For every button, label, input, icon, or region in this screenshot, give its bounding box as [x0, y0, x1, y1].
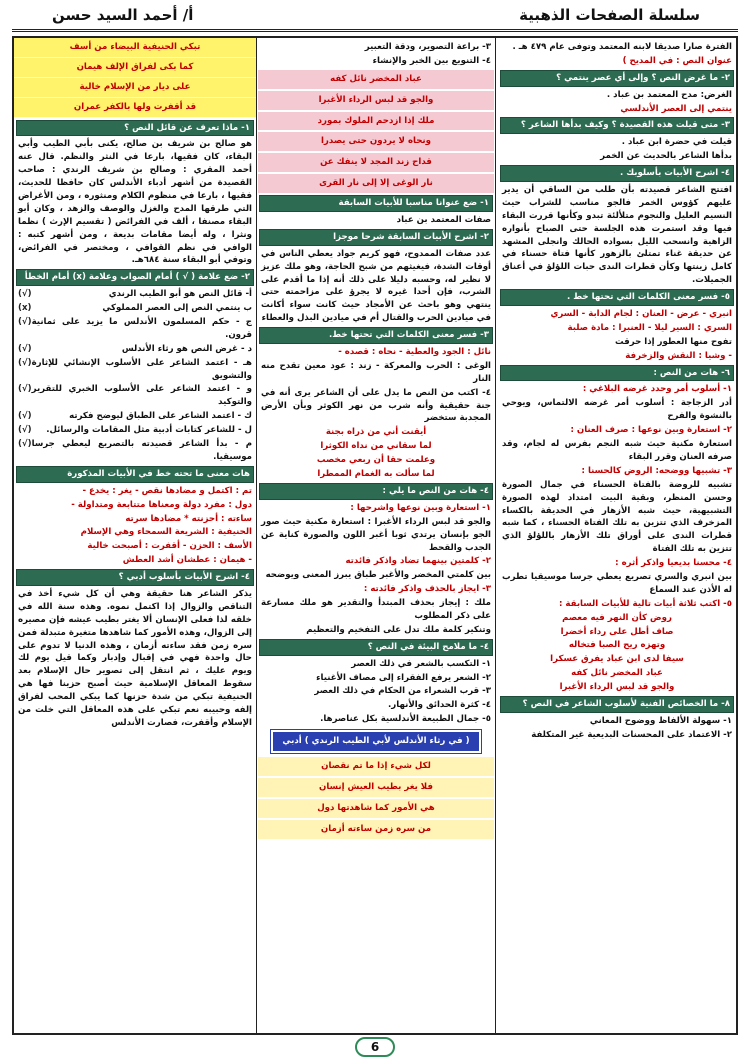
text-line	[18, 438, 252, 464]
text-line: لما سقاني من نداه الكوثرا	[320, 441, 432, 452]
text-line: سيفا لدى ابن عباد يفرق عسكرا	[550, 654, 684, 665]
question-heading: ١- ماذا تعرف عن قائل النص ؟	[16, 120, 254, 137]
text-line: قد أقفرت ولها بالكفر عمران	[14, 98, 256, 117]
statement-text: هـ - اعتمد الشاعر على الأسلوب الإنشائي للإثارة والتشويق	[31, 357, 252, 381]
statement-text: و - اعتمد الشاعر على الأسلوب الخبري للتقرير والتوكيد	[31, 384, 252, 408]
text-line: الوغى : الحرب والمعركة - زند : عود معين تقدح منه النار	[261, 360, 491, 384]
text-line: تبكي الحنيفية البيضاء من أسف	[14, 38, 256, 57]
text-line: ( في رثاء الأندلس لأبي الطيب الرندي ) أدبي	[271, 730, 481, 753]
question-heading: ٤- هات من النص ما يلي :	[259, 483, 493, 500]
text-line: ١- استعارة وبين نوعها واشرحها :	[350, 502, 491, 513]
answer-mark: (√)	[18, 357, 32, 368]
text-line: أدر الزجاجة : أسلوب أمر غرضه الالتماس، ويوحي بالنشوة والفرح	[502, 398, 732, 422]
text-line: ونحاه لا يردون حتى يصدرا	[258, 132, 494, 151]
text-line: الغرض: مدح المعتمد بن عباد .	[606, 89, 732, 100]
text-line: فلا يغر بطيب العيش إنسان	[258, 778, 494, 797]
text-line: ٥- اكتب ثلاثة أبيات تالية للأبيات السابقة :	[559, 598, 732, 609]
text-line: كما بكى لفراق الإلف هيمان	[14, 58, 256, 77]
text-line: عباد المخضر نائل كفه	[258, 70, 494, 89]
text-line: لما سألت به الغمام الممطرا	[317, 469, 435, 480]
text-line: روض كأن النهر فيه معصم	[562, 612, 672, 623]
text-line: وتهزه ريح الصبا فتخاله	[568, 640, 666, 651]
text-line: انبري - عرض - العنان : لجام الدابة - السري	[550, 309, 732, 320]
text-line: ٣- قرب الشعراء من الحكام في ذلك العصر	[314, 686, 491, 697]
statement-text: م - بدأ الشاعر قصيدته بالتصريع ليعطي جرسا موسيقيا.	[31, 439, 252, 462]
text-line: - وشيا : النقش والزخرفة	[625, 350, 732, 361]
text-line: والجو قد لبس الرداء الأغبرا : استعارة مكنية حيث صور الجو بإنسان يرتدي ثوبا أغبر اللون والصورة كناية عن الجدب والقحط	[261, 516, 491, 553]
column-left	[14, 38, 256, 1033]
author-name: أ/ أحمد السيد حسن	[52, 6, 194, 24]
text-line: استعارة مكنية حيث شبه النجم بفرس له لجام، وقد صرفه العنان وقرر البقاء	[502, 439, 732, 462]
text-line: ٢- استعارة وبين نوعها : صرف العنان :	[570, 425, 732, 436]
answer-mark: (√)	[18, 343, 32, 354]
text-line: وعلمت حقا أن ربعي مخصب	[316, 455, 436, 466]
text-line: قيلت في حضرة ابن عباد .	[621, 137, 732, 148]
text-line	[18, 383, 252, 409]
text-line: عباد المخضر نائل كفه	[571, 668, 663, 679]
question-heading: ٦- هات من النص :	[500, 365, 734, 382]
text-line: عدد صفات الممدوح، فهو كريم جواد يعطي الناس في أوقات الشدة، فيغيثهم من شبح الحاجة، وهو ملك عزيز لا نظير له، وحسبه دليلا على ذلك أنه إذا ما أقدم على الشرب، فإن أحدا غيره لا يجرؤ على مزاحمته حتى ينتهي وهو باحث عن الأمجاد حيث كانت سواء أكانت في ميادين الحرب والقتال أم في ميادين البذل والعطاء	[261, 248, 491, 324]
text-line: الفترة صارا صديقا لابنه المعتمد وتوفى عام ٤٧٩ هـ .	[512, 42, 732, 52]
text-line: نائل : الجود والعطية - نحاه : قصده -	[338, 347, 491, 358]
question-heading: ٨- ما الخصائص الفنية لأسلوب الشاعر في النص ؟	[500, 696, 734, 713]
text-line: بين كلمتي المخضر والأغبر طباق يبرز المعنى ويوضحه	[265, 570, 491, 581]
text-line: ٤- محسنا بديعيا واذكر أثره :	[615, 558, 732, 569]
text-line: يذكر الشاعر هنا حقيقة وهي أن كل شيء أخذ في التناقص والزوال إذا اكتمل نموه. وهذه سنة الله في خلقه لذا فعلى الإنسان ألا يغتر بطيب عيشه فإن مصيره إلى الزوال، وهذه الأمور كما شاهدها متغيرة متبدلة فمن سره زمن فقد ساءته أزمان ، وهذه الدنيا لا تدوم على حال واحدة فهي في إقبال وإدبار وكما قيل يوم لك ويوم عليك ، ثم انتقل إلى تصوير حال الإسلام بعد سقوط المعاقل الإسلامية حيث أصبح حزينا فها هي الحنيفية تبكي من شدة حزنها كما يبكي المحب لفراق إلفه وحبيبه نعم تبكي على هذه المعاقل التي خلت من الإسلام وأقفرت، فصارت الأندلس	[18, 588, 252, 728]
text-line: ١- سهولة الألفاظ ووضوح المعاني	[589, 715, 732, 726]
text-line: تفوح منها العطور إذا حرقت	[615, 336, 732, 347]
text-line: من سره زمن ساءته أزمان	[258, 820, 494, 839]
text-line: ملك إذا ازدحم الملوك بمورد	[258, 112, 494, 131]
text-line: أيقنت أني من ذراه بجنة	[325, 427, 427, 438]
answer-mark: (√)	[18, 384, 32, 395]
text-line	[18, 424, 252, 437]
text-line: قداح زند المجد لا ينفك عن	[258, 153, 494, 172]
text-line: ٣- ايجاز بالحذف واذكر فائدته :	[363, 584, 491, 595]
text-line	[18, 357, 252, 383]
text-line	[18, 343, 252, 356]
question-heading: ٣- متى قيلت هذه القصيدة ؟ وكيف بدأها الشاعر ؟	[500, 117, 734, 134]
column-middle	[256, 38, 496, 1033]
text-line: ١- أسلوب أمر وحدد غرضه البلاغي :	[582, 384, 732, 395]
text-line: الحنيفية : الشريعة السمحاء وهي الإسلام	[80, 527, 252, 538]
text-line	[18, 316, 252, 342]
text-line: بدأها الشاعر بالحديث عن الخمر	[600, 151, 732, 162]
text-line: تم : اكتمل و مضادها نقص - يغر : يخدع -	[82, 485, 252, 496]
statement-text: ل - للشاعر كتابات أدبية مثل المقامات والرسائل.	[46, 425, 252, 436]
text-line: ٢- الشعر يرفع الفقراء إلى مصاف الأغنياء	[316, 672, 491, 683]
answer-mark: (√)	[18, 425, 32, 436]
answer-mark: (√)	[18, 289, 32, 300]
text-line: ساءته : أحزنته * مضادها سرته	[125, 513, 252, 524]
answer-mark: (√)	[18, 439, 32, 450]
text-line	[18, 410, 252, 423]
statement-text: ك - اعتمد الشاعر على الطباق ليوضح فكرته	[69, 411, 252, 422]
statement-text: د - غرض النص هو رثاء الأندلس	[121, 343, 252, 354]
text-line: ٤- اكتب من النص ما يدل على أن الشاعر يرى أنه في جنة حقيقية وأنه شرب من نهر الكوثر وبأن الأرض المجدبة ستخضر	[261, 387, 491, 424]
text-line: وتنكير كلمة ملك تدل على التفخيم والتعظيم	[306, 624, 491, 635]
text-line: ٢- كلمتين بينهما تضاد واذكر فائدته	[345, 556, 491, 567]
page-number: 6	[355, 1037, 395, 1057]
question-heading: ٤- ما ملامح البيئة في النص ؟	[259, 639, 493, 656]
column-right	[498, 38, 736, 1033]
question-heading: ٥- فسر معنى الكلمات التي تحتها خط .	[500, 289, 734, 306]
text-line: ٤- التنويع بين الخبر والإنشاء	[372, 55, 491, 66]
answer-mark: (√)	[18, 317, 32, 328]
text-line: صاف أطل على رداء أخضرا	[560, 626, 674, 637]
statement-text: ب ينتمي النص إلى العصر المملوكي	[102, 303, 252, 314]
text-line: لكل شيء إذا ما تم نقصان	[258, 757, 494, 776]
question-heading: هات معنى ما تحته خط في الأبيات المذكورة	[16, 466, 254, 483]
text-line: والجو قد لبس الرداء الأغبرا	[258, 91, 494, 110]
text-line	[18, 302, 252, 315]
question-heading: ٢- ضع علامة ( √ ) أمام الصواب وعلامة (x) أمام الخطأ	[16, 269, 254, 286]
text-line: تشبيه للروضة بالفتاة الحسناء في جمال الصورة وحسن المنظر، وبقية البيت امتداد لهذه الصورة التشبيهية، حيث شبه الأزهار في الحديقة بالكساء المزخرف الذي تتزين به تلك الفتاة الحسناء ، كما شبه قطرات الندى على أوراق تلك الأزهار باللؤلؤ الذي تتزين به تلك الفتاة	[502, 479, 732, 555]
text-line: دول : مفرد دولة ومعناها متتابعة ومتداولة -	[71, 499, 252, 510]
statement-text: أ- قائل النص هو أبو الطيب الرندي	[108, 289, 252, 300]
text-line: ٥- جمال الطبيعة الأندلسية بكل عناصرها.	[320, 714, 491, 725]
text-line: السري : السير ليلا - العنبرا : مادة صلبة	[567, 322, 732, 333]
text-line: ينتمي إلى العصر الأندلسي	[620, 103, 732, 114]
answer-mark: (x)	[18, 303, 32, 314]
text-line: نار الوغى إلا إلى نار القرى	[258, 174, 494, 193]
text-line: ٤- كثرة الحدائق والأنهار.	[388, 700, 491, 711]
text-line: هي الأمور كما شاهدتها دول	[258, 799, 494, 818]
series-title: سلسلة الصفحات الذهبية	[519, 6, 700, 24]
text-line: على ديار من الإسلام خالية	[14, 78, 256, 97]
text-line: ٢- الاعتماد على المحسنات البديعية غير المتكلفة	[531, 729, 732, 740]
question-heading: ٣- فسر معنى الكلمات التي تحتها خط.	[259, 327, 493, 344]
page-frame	[12, 36, 738, 1035]
text-line: الأسف : الحزن - أقفرت : أصبحت خالية	[87, 541, 252, 552]
text-line: - هيمان : عطشان أشد العطش	[122, 555, 252, 566]
question-heading: ٤- اشرح الأبيات بأسلوبك .	[500, 165, 734, 182]
text-line: والجو قد لبس الرداء الأغبرا	[559, 682, 675, 693]
text-line: عنوان النص : في المديح )	[622, 55, 732, 66]
text-line: افتتح الشاعر قصيدته بأن طلب من الساقي أن يدير عليهم كؤوس الخمر فالجو مناسب للشراب حيث النسيم العليل والنجوم متلألئة تبدو وكأنها قررت البقاء فيها وقد استمرت هذه الجلسة حتى الصباح بأنواره الزاهية وانسحب الليل بسواده الحالك وانجلى المشهد عن حديقة غناء تمتلئ بالزهور كأنها فتاة حسناء في كامل زينتها وكأن قطرات الندى حبات اللؤلؤ في أعناق الجميلات.	[502, 185, 732, 286]
text-line: ٣- براعة التصوير، ودقة التعبير	[364, 42, 491, 52]
text-line: بين انبري والسري تصريع يعطي جرسا موسيقيا تطرب له الأذن عند السماع	[502, 571, 732, 595]
question-heading: ٢- ما غرض النص ؟ وإلى أي عصر ينتمي ؟	[500, 70, 734, 87]
question-heading: ١- ضع عنوانا مناسبا للأبيات السابقة	[259, 195, 493, 212]
text-line: هو صالح بن شريف بن صالح، يكنى بأبي الطيب وأبي البقاء، كان فقيها، بارعا في النثر والنظم. قال عنه أحمد المقري : وصالح بن شريف الرندي : صاحب القصيدة من أشهر أدباء الأندلس كان حافظا للحديث، فقيها ، بارعا في منظوم الكلام ومنثوره ، ومن الأغراض التي طرقها المدح والغزل والوصف والزهد ، وكان أبو البقاء مصنفا ، ألف في الفرائض ( تقسيم الإرث ) نظما ونثرا ، وله أيضا مقامات بديعة ، ومن أشهر كتبه : الوافي في نظم القوافي ، ومختصر في الفرائض، وتوفي أبو البقاء سنة ٦٨٤هـ.	[18, 139, 252, 266]
text-line: ٣- تشبيها ووضحه: الروض كالحسنا :	[581, 465, 732, 476]
answer-mark: (√)	[18, 411, 32, 422]
question-heading: ٤- اشرح الأبيات بأسلوب أدبي ؟	[16, 569, 254, 586]
statement-text: ج - حكم المسلمون الأندلس ما يزيد على ثمانية قرون.	[31, 317, 252, 340]
text-line	[18, 288, 252, 301]
page-header	[12, 6, 738, 32]
text-line: ملك : إيجاز بحذف المبتدأ والتقدير هو ملك مسارعة على ذكر المطلوب	[261, 598, 491, 621]
text-line: صفات المعتمد بن عباد	[396, 215, 491, 226]
text-line: ١- التكسب بالشعر في ذلك العصر	[351, 658, 491, 669]
question-heading: ٢- اشرح الأبيات السابقة شرحا موجزا	[259, 229, 493, 246]
